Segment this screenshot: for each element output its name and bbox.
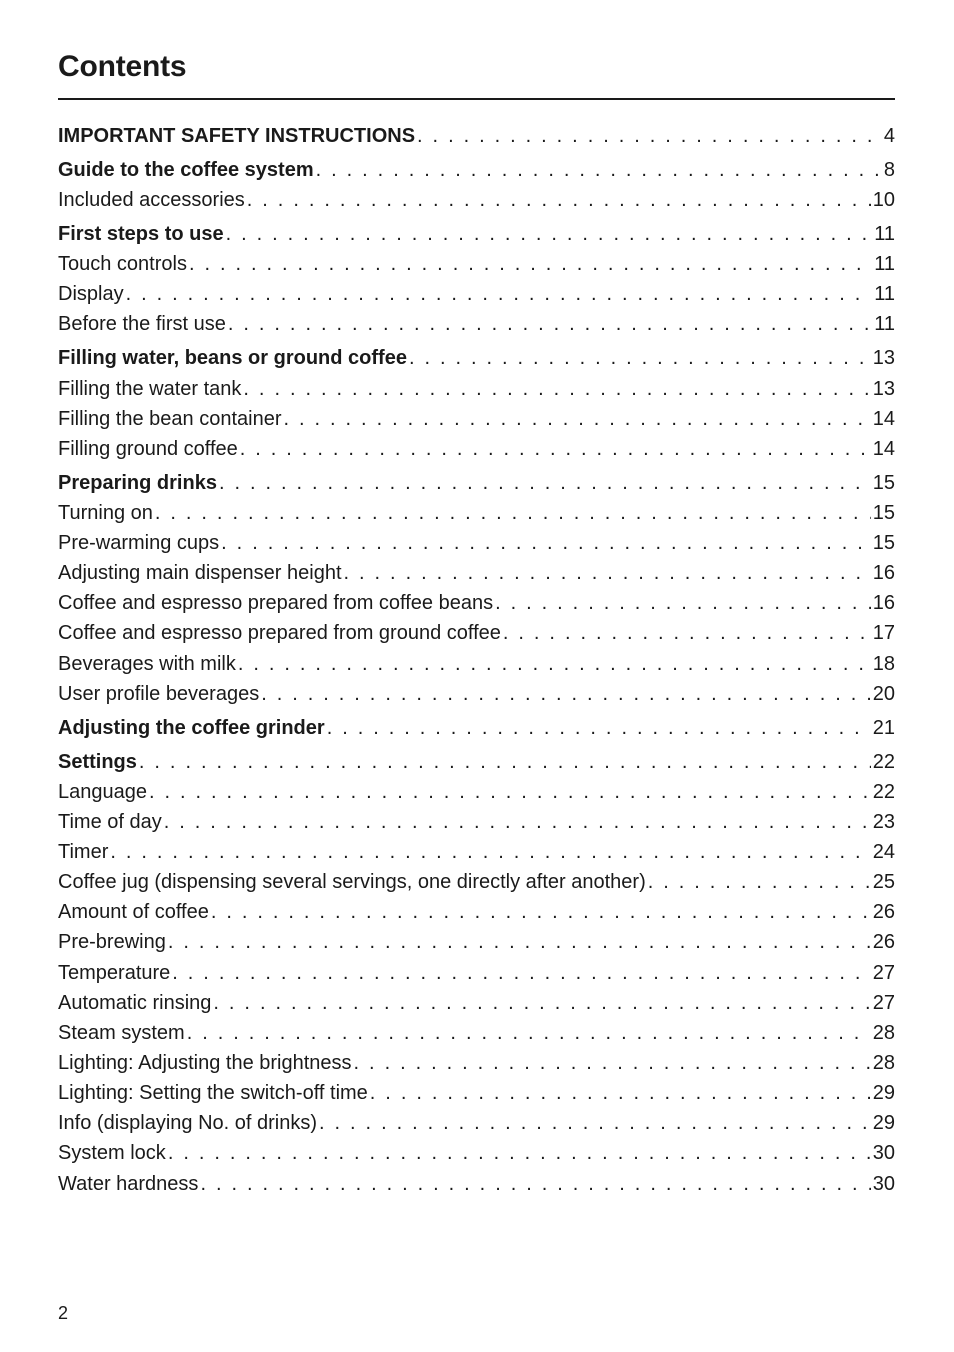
toc-leader-dots (354, 1052, 871, 1075)
toc-entry-title: Touch controls (58, 253, 187, 276)
table-of-contents (58, 125, 895, 1203)
toc-entry-page: 29 (872, 1112, 895, 1135)
toc-entry[interactable] (58, 502, 895, 532)
toc-leader-dots (110, 841, 870, 864)
toc-entry-title: IMPORTANT SAFETY INSTRUCTIONS (58, 125, 416, 147)
toc-leader-dots (247, 189, 871, 212)
toc-entry[interactable] (58, 532, 895, 562)
toc-leader-dots (495, 592, 871, 615)
toc-leader-dots (228, 313, 872, 336)
toc-section-entry[interactable] (58, 751, 895, 781)
toc-leader-dots (327, 717, 871, 740)
toc-leader-dots (168, 1142, 871, 1165)
toc-section-entry[interactable] (58, 125, 895, 155)
toc-entry-title: Time of day (58, 810, 162, 833)
toc-leader-dots (221, 532, 871, 555)
toc-entry[interactable] (58, 653, 895, 683)
toc-leader-dots (164, 811, 871, 834)
toc-entry-page: 16 (872, 592, 895, 615)
toc-entry-page: 15 (872, 501, 895, 524)
toc-entry-page: 17 (872, 622, 895, 645)
toc-entry-title: Amount of coffee (58, 901, 209, 924)
toc-entry[interactable] (58, 1173, 895, 1203)
toc-leader-dots (149, 781, 871, 804)
toc-entry-title: Adjusting main dispenser height (58, 562, 342, 585)
page-title: Contents (58, 50, 187, 83)
toc-entry-title: Water hardness (58, 1172, 199, 1195)
toc-section-entry[interactable] (58, 159, 895, 189)
toc-leader-dots (200, 1173, 870, 1196)
toc-entry-page: 25 (872, 871, 895, 894)
toc-entry-title: Included accessories (58, 189, 245, 212)
toc-entry-page: 11 (874, 253, 895, 276)
toc-section-entry[interactable] (58, 347, 895, 377)
toc-entry-title: Guide to the coffee system (58, 158, 314, 181)
toc-entry-page: 4 (883, 125, 895, 147)
toc-entry[interactable] (58, 408, 895, 438)
toc-entry[interactable] (58, 1022, 895, 1052)
toc-leader-dots (139, 751, 871, 774)
toc-entry[interactable] (58, 1142, 895, 1172)
toc-entry-title: Before the first use (58, 313, 226, 336)
toc-entry[interactable] (58, 189, 895, 219)
toc-entry[interactable] (58, 962, 895, 992)
toc-leader-dots (187, 1022, 871, 1045)
toc-entry-page: 11 (874, 283, 895, 306)
toc-entry[interactable] (58, 992, 895, 1022)
toc-entry-title: System lock (58, 1142, 166, 1165)
toc-entry-title: Pre-brewing (58, 931, 166, 954)
toc-entry[interactable] (58, 1082, 895, 1112)
toc-entry[interactable] (58, 871, 895, 901)
toc-leader-dots (155, 502, 871, 525)
toc-entry[interactable] (58, 1112, 895, 1142)
toc-entry-page: 23 (872, 810, 895, 833)
toc-entry[interactable] (58, 378, 895, 408)
toc-entry-page: 13 (872, 377, 895, 400)
toc-entry[interactable] (58, 253, 895, 283)
toc-entry-page: 28 (872, 1052, 895, 1074)
title-divider (58, 98, 895, 100)
toc-leader-dots (370, 1082, 871, 1105)
toc-entry-page: 15 (872, 532, 895, 555)
toc-leader-dots (168, 931, 871, 954)
toc-entry-page: 20 (872, 682, 895, 705)
toc-entry-title: Filling the bean container (58, 407, 282, 430)
toc-leader-dots (316, 159, 882, 182)
toc-entry-title: Language (58, 780, 147, 803)
toc-section-entry[interactable] (58, 472, 895, 502)
toc-entry-title: User profile beverages (58, 682, 260, 705)
toc-entry-title: Coffee and espresso prepared from coffee beans (58, 592, 494, 615)
toc-leader-dots (417, 125, 882, 148)
toc-entry-page: 16 (872, 562, 895, 585)
toc-entry[interactable] (58, 313, 895, 343)
toc-entry-page: 24 (872, 841, 895, 864)
toc-leader-dots (189, 253, 872, 276)
toc-entry-page: 22 (872, 750, 895, 773)
toc-entry-page: 29 (872, 1082, 895, 1105)
toc-entry[interactable] (58, 562, 895, 592)
toc-entry-page: 11 (874, 223, 895, 246)
toc-entry-title: Lighting: Adjusting the brightness (58, 1052, 352, 1074)
toc-entry[interactable] (58, 438, 895, 468)
toc-entry-page: 18 (872, 652, 895, 675)
toc-entry[interactable] (58, 1052, 895, 1082)
toc-entry[interactable] (58, 781, 895, 811)
toc-leader-dots (213, 992, 870, 1015)
toc-leader-dots (283, 408, 870, 431)
toc-entry[interactable] (58, 592, 895, 622)
toc-entry-page: 30 (872, 1142, 895, 1165)
toc-leader-dots (648, 871, 871, 894)
toc-entry-title: Filling the water tank (58, 377, 242, 400)
page-number: 2 (58, 1303, 69, 1323)
toc-entry[interactable] (58, 931, 895, 961)
toc-entry-title: Temperature (58, 961, 171, 984)
toc-entry-page: 13 (872, 347, 895, 370)
toc-entry-page: 27 (872, 991, 895, 1014)
toc-section-entry[interactable] (58, 223, 895, 253)
toc-entry-title: Coffee jug (dispensing several servings, one directly after another) (58, 871, 646, 894)
toc-entry-page: 14 (872, 407, 895, 430)
toc-leader-dots (219, 472, 871, 495)
toc-entry[interactable] (58, 901, 895, 931)
toc-entry-title: Adjusting the coffee grinder (58, 716, 325, 739)
toc-entry-page: 22 (872, 780, 895, 803)
toc-leader-dots (319, 1112, 871, 1135)
toc-entry-title: Pre-warming cups (58, 532, 220, 555)
toc-leader-dots (344, 562, 871, 585)
toc-entry-title: Turning on (58, 501, 153, 524)
toc-entry-page: 26 (872, 901, 895, 924)
toc-entry-page: 27 (872, 961, 895, 984)
toc-entry-title: Automatic rinsing (58, 991, 212, 1014)
toc-entry-title: Steam system (58, 1021, 185, 1044)
toc-entry-title: Lighting: Setting the switch-off time (58, 1082, 368, 1105)
toc-leader-dots (211, 901, 871, 924)
toc-entry-title: Beverages with milk (58, 652, 236, 675)
toc-leader-dots (226, 223, 873, 246)
toc-section-entry[interactable] (58, 717, 895, 747)
toc-leader-dots (503, 622, 871, 645)
toc-entry-page: 28 (872, 1021, 895, 1044)
toc-entry-page: 21 (872, 716, 895, 739)
toc-entry[interactable] (58, 622, 895, 652)
toc-entry-page: 26 (872, 931, 895, 954)
toc-entry-title: Filling ground coffee (58, 437, 238, 460)
toc-entry-title: Preparing drinks (58, 471, 217, 494)
toc-leader-dots (409, 347, 871, 370)
toc-leader-dots (126, 283, 873, 306)
toc-entry[interactable] (58, 683, 895, 713)
toc-entry-page: 15 (872, 471, 895, 494)
toc-entry[interactable] (58, 283, 895, 313)
toc-entry-page: 11 (874, 313, 895, 336)
toc-entry-page: 10 (872, 189, 895, 212)
toc-entry-title: First steps to use (58, 223, 224, 246)
toc-entry-page: 30 (872, 1172, 895, 1195)
toc-leader-dots (243, 378, 870, 401)
toc-entry-title: Coffee and espresso prepared from ground coffee (58, 622, 501, 645)
toc-entry-title: Display (58, 283, 124, 306)
toc-entry-page: 14 (872, 437, 895, 460)
toc-leader-dots (240, 438, 871, 461)
toc-entry-title: Timer (58, 841, 109, 864)
toc-entry-title: Settings (58, 750, 137, 773)
toc-leader-dots (238, 653, 871, 676)
toc-entry[interactable] (58, 811, 895, 841)
toc-entry-page: 8 (883, 158, 895, 181)
toc-entry[interactable] (58, 841, 895, 871)
toc-entry-title: Filling water, beans or ground coffee (58, 347, 407, 370)
toc-entry-title: Info (displaying No. of drinks) (58, 1112, 318, 1135)
toc-leader-dots (261, 683, 871, 706)
toc-leader-dots (172, 962, 870, 985)
